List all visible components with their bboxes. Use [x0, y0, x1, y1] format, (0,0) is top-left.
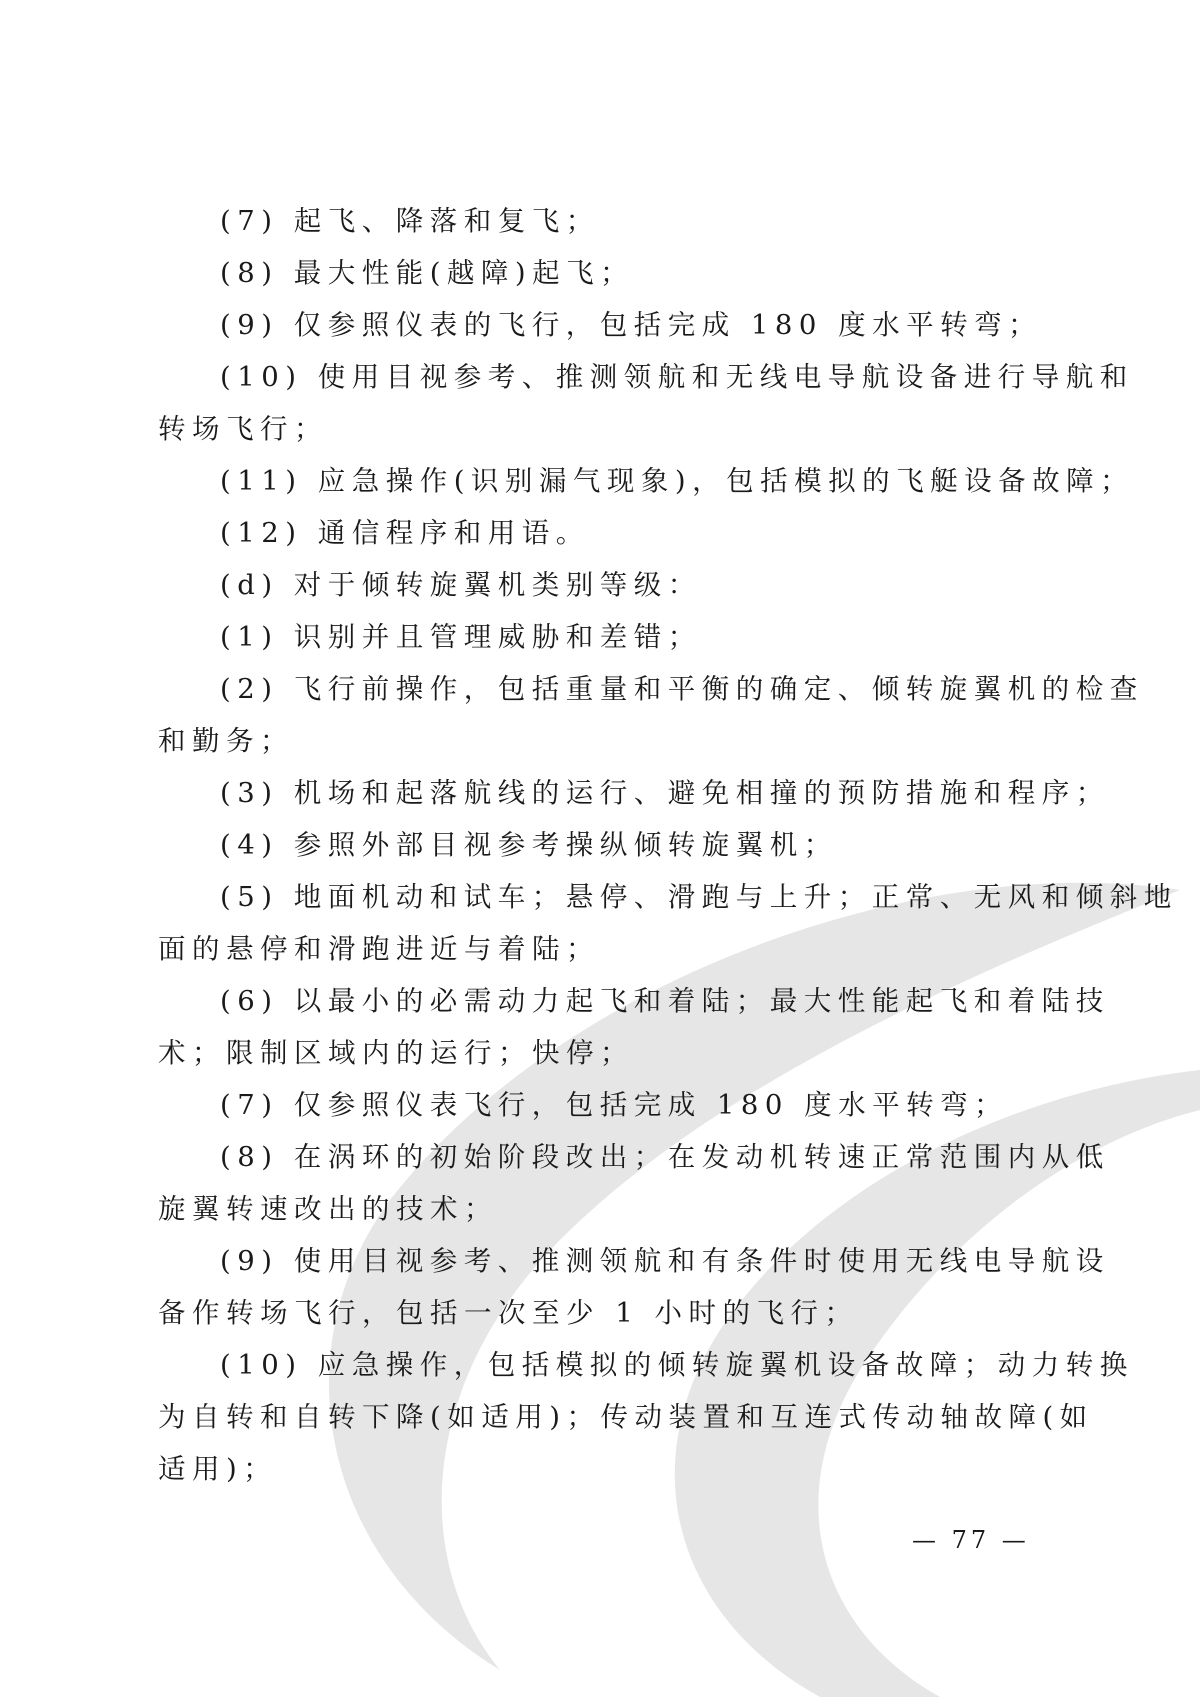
text-line: (8) 最大性能(越障)起飞； [220, 257, 635, 289]
text-line: 适用)； [158, 1453, 278, 1485]
text-line: 面的悬停和滑跑进近与着陆； [158, 933, 600, 965]
text-line: 备作转场飞行，包括一次至少 1 小时的飞行； [158, 1297, 859, 1329]
text-line: (5) 地面机动和试车；悬停、滑跑与上升；正常、无风和倾斜地 [220, 881, 1178, 913]
text-line: 转场飞行； [158, 413, 328, 445]
text-line: 和勤务； [158, 725, 294, 757]
text-line: 旋翼转速改出的技术； [158, 1193, 498, 1225]
text-line: (8) 在涡环的初始阶段改出；在发动机转速正常范围内从低 [220, 1141, 1110, 1173]
text-line: (2) 飞行前操作，包括重量和平衡的确定、倾转旋翼机的检查 [220, 673, 1144, 705]
text-line: (10) 使用目视参考、推测领航和无线电导航设备进行导航和 [220, 361, 1134, 393]
text-line: 术；限制区域内的运行；快停； [158, 1037, 634, 1069]
text-line: (9) 使用目视参考、推测领航和有条件时使用无线电导航设 [220, 1245, 1110, 1277]
text-line: (d) 对于倾转旋翼机类别等级： [220, 569, 702, 601]
text-line: (1) 识别并且管理威胁和差错； [220, 621, 702, 653]
document-body [158, 195, 1178, 1495]
text-line: (4) 参照外部目视参考操纵倾转旋翼机； [220, 829, 838, 861]
text-line: (7) 仅参照仪表飞行，包括完成 180 度水平转弯； [220, 1089, 1009, 1121]
text-line: (7) 起飞、降落和复飞； [220, 205, 600, 237]
text-line: (10) 应急操作，包括模拟的倾转旋翼机设备故障；动力转换 [220, 1349, 1134, 1381]
text-line: (9) 仅参照仪表的飞行，包括完成 180 度水平转弯； [220, 309, 1043, 341]
page-number: — 77 — [912, 1526, 1030, 1554]
text-line: (12) 通信程序和用语。 [220, 517, 590, 549]
text-line: 为自转和自转下降(如适用)；传动装置和互连式传动轴故障(如 [158, 1401, 1094, 1433]
text-line: (6) 以最小的必需动力起飞和着陆；最大性能起飞和着陆技 [220, 985, 1110, 1017]
text-line: (11) 应急操作(识别漏气现象)，包括模拟的飞艇设备故障； [220, 465, 1135, 497]
text-line: (3) 机场和起落航线的运行、避免相撞的预防措施和程序； [220, 777, 1110, 809]
